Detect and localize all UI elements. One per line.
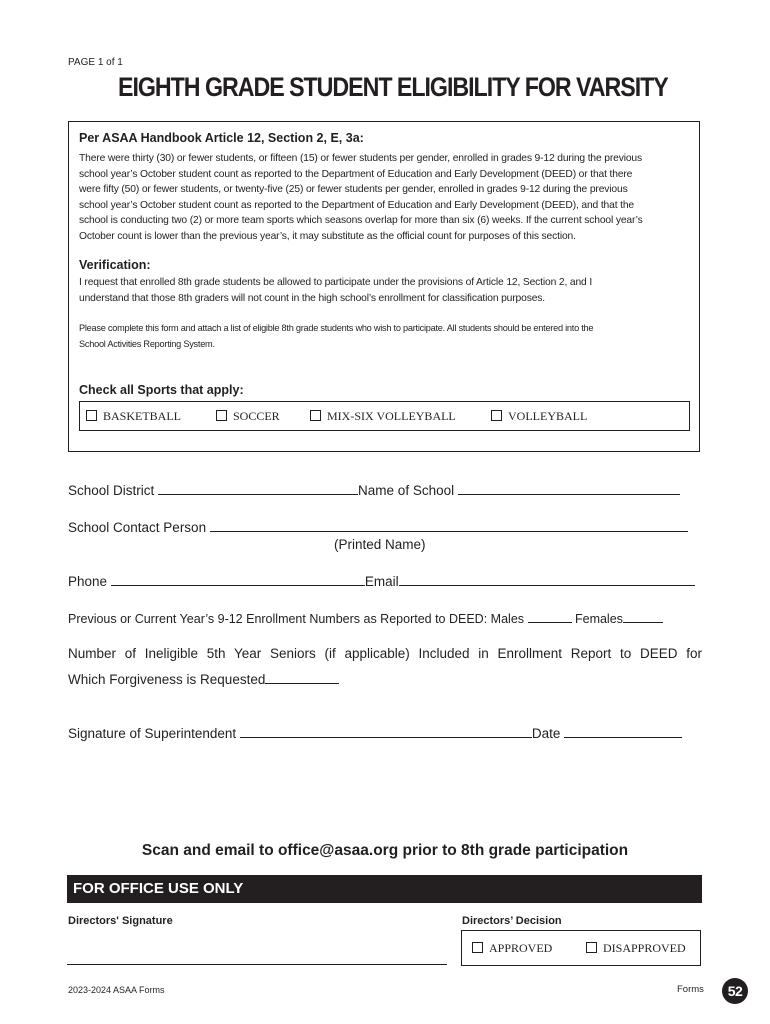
rules-line: school is conducting two (2) or more team sports which seasons overlap for more than six (6) weeks. If the current school year’s — [79, 215, 643, 226]
rules-line: There were thirty (30) or fewer students, or fifteen (15) or fewer students per gender, enrolled in grades 9-12 during the previous — [79, 153, 643, 164]
approved-option[interactable] — [472, 941, 552, 956]
checkbox-icon[interactable] — [491, 410, 502, 421]
instructions-line: Please complete this form and attach a list of eligible 8th grade students who wish to participate. All students should be entered into the — [79, 323, 594, 333]
females-label: Females — [574, 612, 623, 626]
sport-label: VOLLEYBALL — [508, 409, 588, 423]
males-field[interactable] — [528, 610, 572, 623]
rules-heading: Per ASAA Handbook Article 12, Section 2, E, 3a: — [79, 131, 364, 145]
instructions-line: School Activities Reporting System. — [79, 338, 215, 349]
checkbox-icon[interactable] — [472, 942, 483, 953]
date-label: Date — [531, 726, 561, 741]
checkbox-icon[interactable] — [86, 410, 97, 421]
form-title: EIGHTH GRADE STUDENT ELIGIBILITY FOR VARSITY — [118, 72, 668, 102]
males-label: Males — [490, 612, 525, 626]
signature-row — [68, 725, 682, 741]
rules-line: were fifty (50) or fewer students, or twenty-five (25) or fewer students per gender, enrolled in grades 9-12 during the previous — [79, 184, 628, 195]
email-field[interactable] — [399, 573, 695, 586]
checkbox-icon[interactable] — [310, 410, 321, 421]
phone-label: Phone — [68, 574, 108, 589]
seniors-field[interactable] — [265, 671, 339, 684]
school-name-label: Name of School — [358, 483, 455, 498]
verification-text — [79, 275, 691, 306]
sports-heading: Check all Sports that apply: — [79, 383, 244, 397]
scan-email-note: Scan and email to office@asaa.org prior to 8th grade participation — [141, 842, 629, 859]
enrollment-label: Previous or Current Year’s 9-12 Enrollment Numbers as Reported to DEED: — [68, 612, 488, 626]
sport-label: SOCCER — [233, 409, 280, 423]
decision-options-box — [461, 930, 701, 966]
page-number-badge: 52 — [722, 978, 748, 1004]
school-district-field[interactable] — [158, 482, 358, 495]
verification-line: understand that those 8th graders will not count in the high school’s enrollment for classification purposes. — [79, 292, 545, 304]
sport-label: BASKETBALL — [103, 409, 181, 423]
page-label: PAGE 1 of 1 — [68, 57, 123, 68]
sport-option-mix-six-volleyball[interactable] — [310, 409, 456, 424]
rules-text — [79, 151, 691, 244]
contact-person-row — [68, 519, 688, 535]
signature-field[interactable] — [240, 725, 532, 738]
verification-line: I request that enrolled 8th grade students be allowed to participate under the provisions of Article 12, Section 2, and I — [79, 277, 593, 288]
disapproved-option[interactable] — [586, 941, 686, 956]
checkbox-icon[interactable] — [586, 942, 597, 953]
school-district-label: School District — [68, 483, 155, 498]
seniors-line-1: Number of Ineligible 5th Year Seniors (if applicable) Included in Enrollment Report to DEED for — [68, 646, 702, 661]
enrollment-row — [68, 610, 663, 626]
rules-line: school year’s October student count as reported to the Department of Education and Early Development (DEED) or that there — [79, 168, 633, 180]
contact-person-label: School Contact Person — [68, 520, 207, 535]
seniors-label: Which Forgiveness is Requested — [68, 672, 266, 687]
approved-label: APPROVED — [489, 941, 553, 955]
seniors-row — [68, 671, 339, 687]
email-label: Email — [364, 574, 399, 589]
disapproved-label: DISAPPROVED — [603, 941, 686, 955]
directors-signature-label: Directors' Signature — [68, 915, 173, 927]
verification-heading: Verification: — [79, 258, 151, 272]
rules-line: school year’s October student count as reported to the Department of Education and Early Development (DEED), and that the — [79, 199, 634, 211]
sport-label: MIX-SIX VOLLEYBALL — [327, 409, 456, 423]
school-name-field[interactable] — [458, 482, 680, 495]
phone-email-row — [68, 573, 695, 589]
school-district-row — [68, 482, 680, 498]
printed-name-label: (Printed Name) — [334, 537, 426, 552]
females-field[interactable] — [623, 610, 663, 623]
date-field[interactable] — [564, 725, 682, 738]
office-use-banner: FOR OFFICE USE ONLY — [67, 875, 702, 903]
rules-line: October count is lower than the previous year’s, it may substitute as the official count for purposes of this section. — [79, 230, 576, 242]
phone-field[interactable] — [111, 573, 365, 586]
sport-option-soccer[interactable] — [216, 409, 280, 424]
directors-signature-line[interactable] — [67, 964, 447, 965]
contact-person-field[interactable] — [210, 519, 688, 532]
checkbox-icon[interactable] — [216, 410, 227, 421]
footer-forms-label: Forms — [677, 984, 704, 995]
directors-decision-label: Directors’ Decision — [462, 915, 562, 927]
sport-option-basketball[interactable] — [86, 409, 181, 424]
footer-forms-year: 2023-2024 ASAA Forms — [68, 985, 165, 995]
instructions-text — [79, 321, 694, 352]
sport-option-volleyball[interactable] — [491, 409, 587, 424]
sports-options-box — [79, 401, 690, 431]
signature-label: Signature of Superintendent — [68, 726, 237, 741]
